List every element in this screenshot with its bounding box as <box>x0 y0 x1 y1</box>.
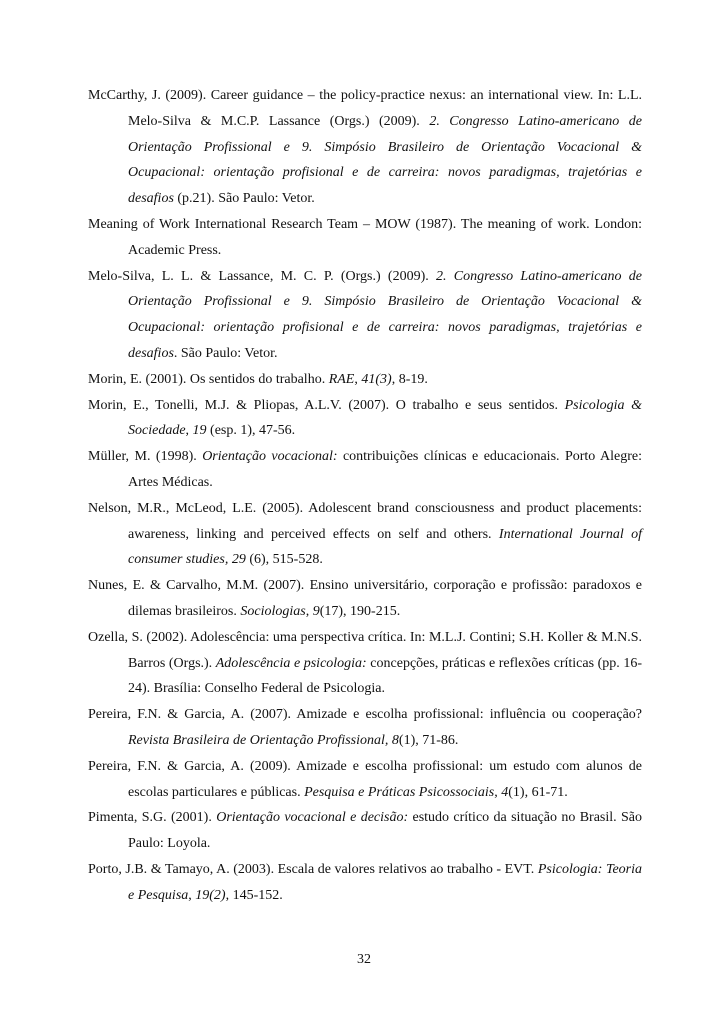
reference-italic-text: Sociologias <box>240 603 306 619</box>
reference-text: , 8-19. <box>391 371 428 387</box>
reference-entry <box>88 393 642 445</box>
reference-italic-text: Adolescência e psicologia: <box>215 655 367 671</box>
reference-text: (17), 190-215. <box>319 603 401 619</box>
reference-italic-text: International Journal of consumer studies, 29 <box>128 526 643 568</box>
reference-entry <box>88 367 642 393</box>
reference-italic-text: Psicologia & Sociedade <box>128 397 642 439</box>
reference-text: Pereira, F.N. & Garcia, A. (2007). Amizade e escolha profissional: influência ou cooperação? <box>88 707 642 723</box>
reference-italic-text: RAE <box>328 371 355 387</box>
reference-list <box>88 83 642 909</box>
reference-text: (1), 61-71. <box>508 784 568 800</box>
reference-italic-text: 19 <box>192 423 207 439</box>
reference-text: estudo crítico da situação no Brasil. São Paulo: Loyola. <box>128 810 643 852</box>
reference-text: , <box>185 423 193 439</box>
reference-text: contribuições clínicas e educacionais. Porto Alegre: Artes Médicas. <box>128 449 642 490</box>
reference-text: Porto, J.B. & Tamayo, A. (2003). Escala de valores relativos ao trabalho - EVT. <box>88 861 538 877</box>
reference-entry <box>88 805 642 857</box>
reference-entry <box>88 212 642 264</box>
reference-text: concepções, práticas e reflexões críticas (pp. 16-24). Brasília: Conselho Federal de Psicologia. <box>128 655 643 697</box>
reference-entry <box>88 754 642 806</box>
reference-italic-text: Psicologia: Teoria e Pesquisa <box>128 861 642 903</box>
reference-italic-text: 41(3) <box>361 371 392 387</box>
reference-text: , <box>188 887 196 903</box>
reference-text: , <box>354 371 362 387</box>
reference-italic-text: 2. Congresso Latino-americano de Orientação Profissional e 9. Simpósio Brasileiro de Orientação Vocacional & Ocupacional: orientação profisional e de carreira: novos paradigmas, trajetórias e desafios <box>128 113 642 207</box>
reference-text: (esp. 1), 47-56. <box>206 423 296 439</box>
reference-text: Nunes, E. & Carvalho, M.M. (2007). Ensino universitário, corporação e profissão: paradoxos e dilemas brasileiros. <box>88 578 642 619</box>
reference-text: (1), 71-86. <box>398 732 459 748</box>
reference-text: McCarthy, J. (2009). Career guidance – the policy-practice nexus: an international view. In: L.L. Melo-Silva & M.C.P. Lassance (Orgs.) (2009). <box>88 88 642 129</box>
reference-text: Müller, M. (1998). <box>88 449 203 465</box>
reference-entry <box>88 702 642 754</box>
reference-italic-text: 2. Congresso Latino-americano de Orientação Profissional e 9. Simpósio Brasileiro de Orientação Vocacional & Ocupacional: orientação profisional e de carreira: novos paradigmas, trajetórias e desafios <box>128 268 642 361</box>
reference-text: Ozella, S. (2002). Adolescência: uma perspectiva crítica. In: M.L.J. Contini; S.H. Koller & M.N.S. Barros (Orgs.). <box>88 629 642 671</box>
reference-entry <box>88 496 642 573</box>
reference-text: Meaning of Work International Research Team – MOW (1987). The meaning of work. London: Academic Press. <box>88 216 642 258</box>
reference-italic-text: 19(2) <box>195 887 226 903</box>
reference-italic-text: 9 <box>312 603 320 619</box>
reference-text: (6), 515-528. <box>245 552 323 568</box>
reference-text: , <box>305 603 313 619</box>
reference-text: (p.21). São Paulo: Vetor. <box>173 191 315 207</box>
page-number: 32 <box>357 952 371 967</box>
reference-text: , 145-152. <box>225 887 283 903</box>
reference-text: Morin, E. (2001). Os sentidos do trabalho. <box>88 371 329 387</box>
reference-entry <box>88 857 642 909</box>
reference-italic-text: Pesquisa e Práticas Psicossociais <box>304 784 495 800</box>
reference-italic-text: 4 <box>501 784 509 800</box>
reference-entry <box>88 573 642 625</box>
reference-text: Pereira, F.N. & Garcia, A. (2009). Amizade e escolha profissional: um estudo com alunos de escolas particulares e públicas. <box>88 758 642 800</box>
reference-entry <box>88 264 642 367</box>
reference-text: Pimenta, S.G. (2001). <box>88 810 217 826</box>
reference-text: . São Paulo: Vetor. <box>173 345 278 361</box>
reference-entry <box>88 444 642 496</box>
reference-text: Morin, E., Tonelli, M.J. & Pliopas, A.L.V. (2007). O trabalho e seus sentidos. <box>88 397 565 413</box>
reference-italic-text: Revista Brasileira de Orientação Profissional, 8 <box>128 732 399 748</box>
reference-text: , <box>494 784 502 800</box>
reference-italic-text: Orientação vocacional e decisão: <box>216 810 409 826</box>
reference-entry <box>88 625 642 702</box>
reference-italic-text: Orientação vocacional: <box>202 449 338 465</box>
reference-text: Nelson, M.R., McLeod, L.E. (2005). Adolescent brand consciousness and product placements: awareness, linking and perceived effects on self and others. <box>88 500 642 542</box>
reference-entry <box>88 83 642 212</box>
reference-text: Melo-Silva, L. L. & Lassance, M. C. P. (Orgs.) (2009). <box>88 268 437 284</box>
